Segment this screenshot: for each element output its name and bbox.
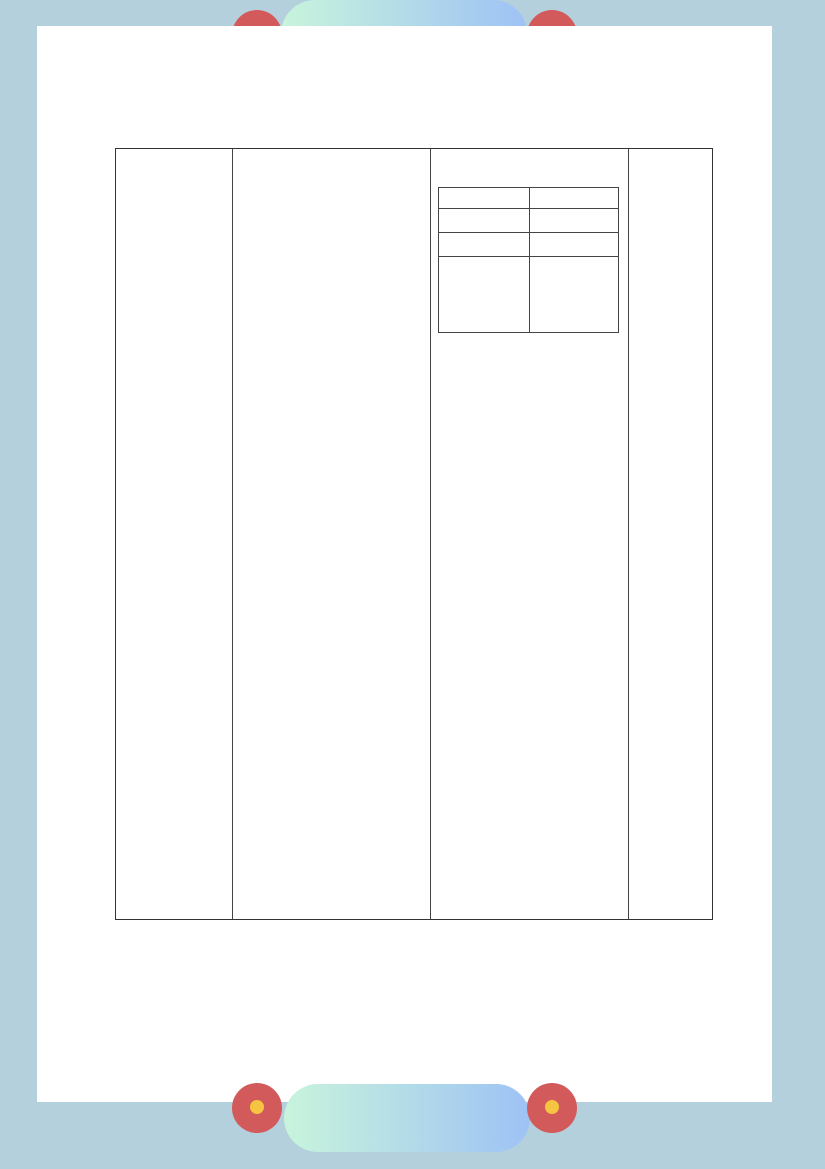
logo-badge-right-bottom[interactable] xyxy=(527,1083,577,1133)
lesson-table xyxy=(115,148,713,920)
book-icon xyxy=(250,1100,264,1114)
site-banner-bottom[interactable] xyxy=(284,1084,530,1152)
logo-badge-left-bottom[interactable] xyxy=(232,1083,282,1133)
column-divider xyxy=(430,149,431,919)
column-divider xyxy=(628,149,629,919)
book-icon xyxy=(545,1100,559,1114)
characters-table xyxy=(438,187,619,333)
column-divider xyxy=(232,149,233,919)
